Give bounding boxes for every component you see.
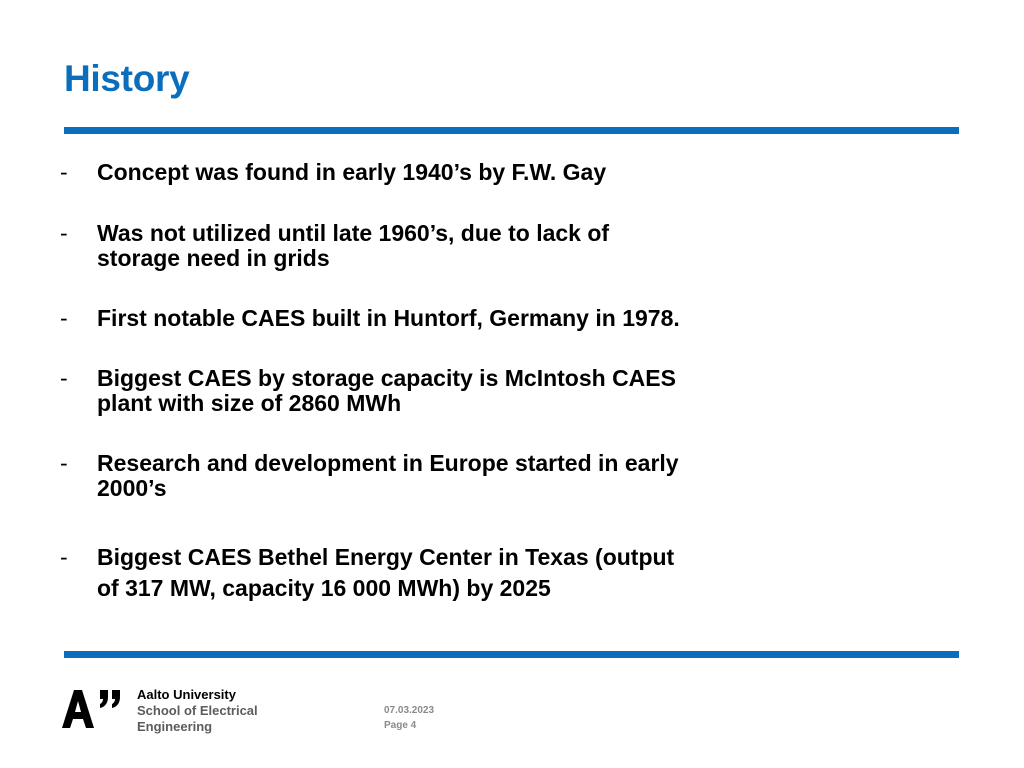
bullet-dash: - — [60, 305, 68, 331]
university-name — [137, 687, 258, 735]
bullet-text-line: 2000’s — [97, 475, 167, 501]
bullet-item — [60, 366, 780, 416]
bullet-text-line: Biggest CAES Bethel Energy Center in Texas (output — [97, 544, 675, 570]
top-divider — [64, 127, 959, 134]
bullet-text-line: plant with size of 2860 MWh — [97, 390, 402, 416]
bullet-text-line: of 317 MW, capacity 16 000 MWh) by 2025 — [97, 575, 551, 601]
footer-meta — [384, 703, 434, 733]
footer-date: 07.03.2023 — [384, 705, 435, 716]
logo-line: Aalto University — [137, 687, 236, 702]
bullet-item — [60, 221, 780, 271]
slide-title: History — [64, 58, 190, 99]
logo-line: School of Electrical — [137, 703, 258, 718]
bullet-list — [60, 160, 780, 604]
bullet-text-line: Research and development in Europe started in early — [97, 450, 679, 476]
bullet-text-line: Was not utilized until late 1960’s, due to lack of — [97, 220, 610, 246]
footer-page-number: Page 4 — [384, 720, 417, 731]
aalto-logo-icon — [62, 688, 126, 730]
bullet-dash: - — [60, 544, 68, 570]
bullet-text: First notable CAES built in Huntorf, Germany in 1978. — [97, 305, 680, 331]
bullet-text: Concept was found in early 1940’s by F.W. Gay — [97, 159, 607, 185]
bullet-text-line: Biggest CAES by storage capacity is McIntosh CAES — [97, 365, 676, 391]
bullet-dash: - — [60, 365, 68, 391]
logo-line: Engineering — [137, 719, 213, 734]
bullet-dash: - — [60, 220, 68, 246]
bullet-item — [60, 306, 780, 331]
bullet-dash: - — [60, 159, 68, 185]
bullet-text-line: storage need in grids — [97, 245, 330, 271]
bullet-item — [60, 160, 780, 185]
bullet-dash: - — [60, 450, 68, 476]
bottom-divider — [64, 651, 959, 658]
bullet-item — [60, 542, 780, 604]
bullet-item — [60, 451, 780, 501]
